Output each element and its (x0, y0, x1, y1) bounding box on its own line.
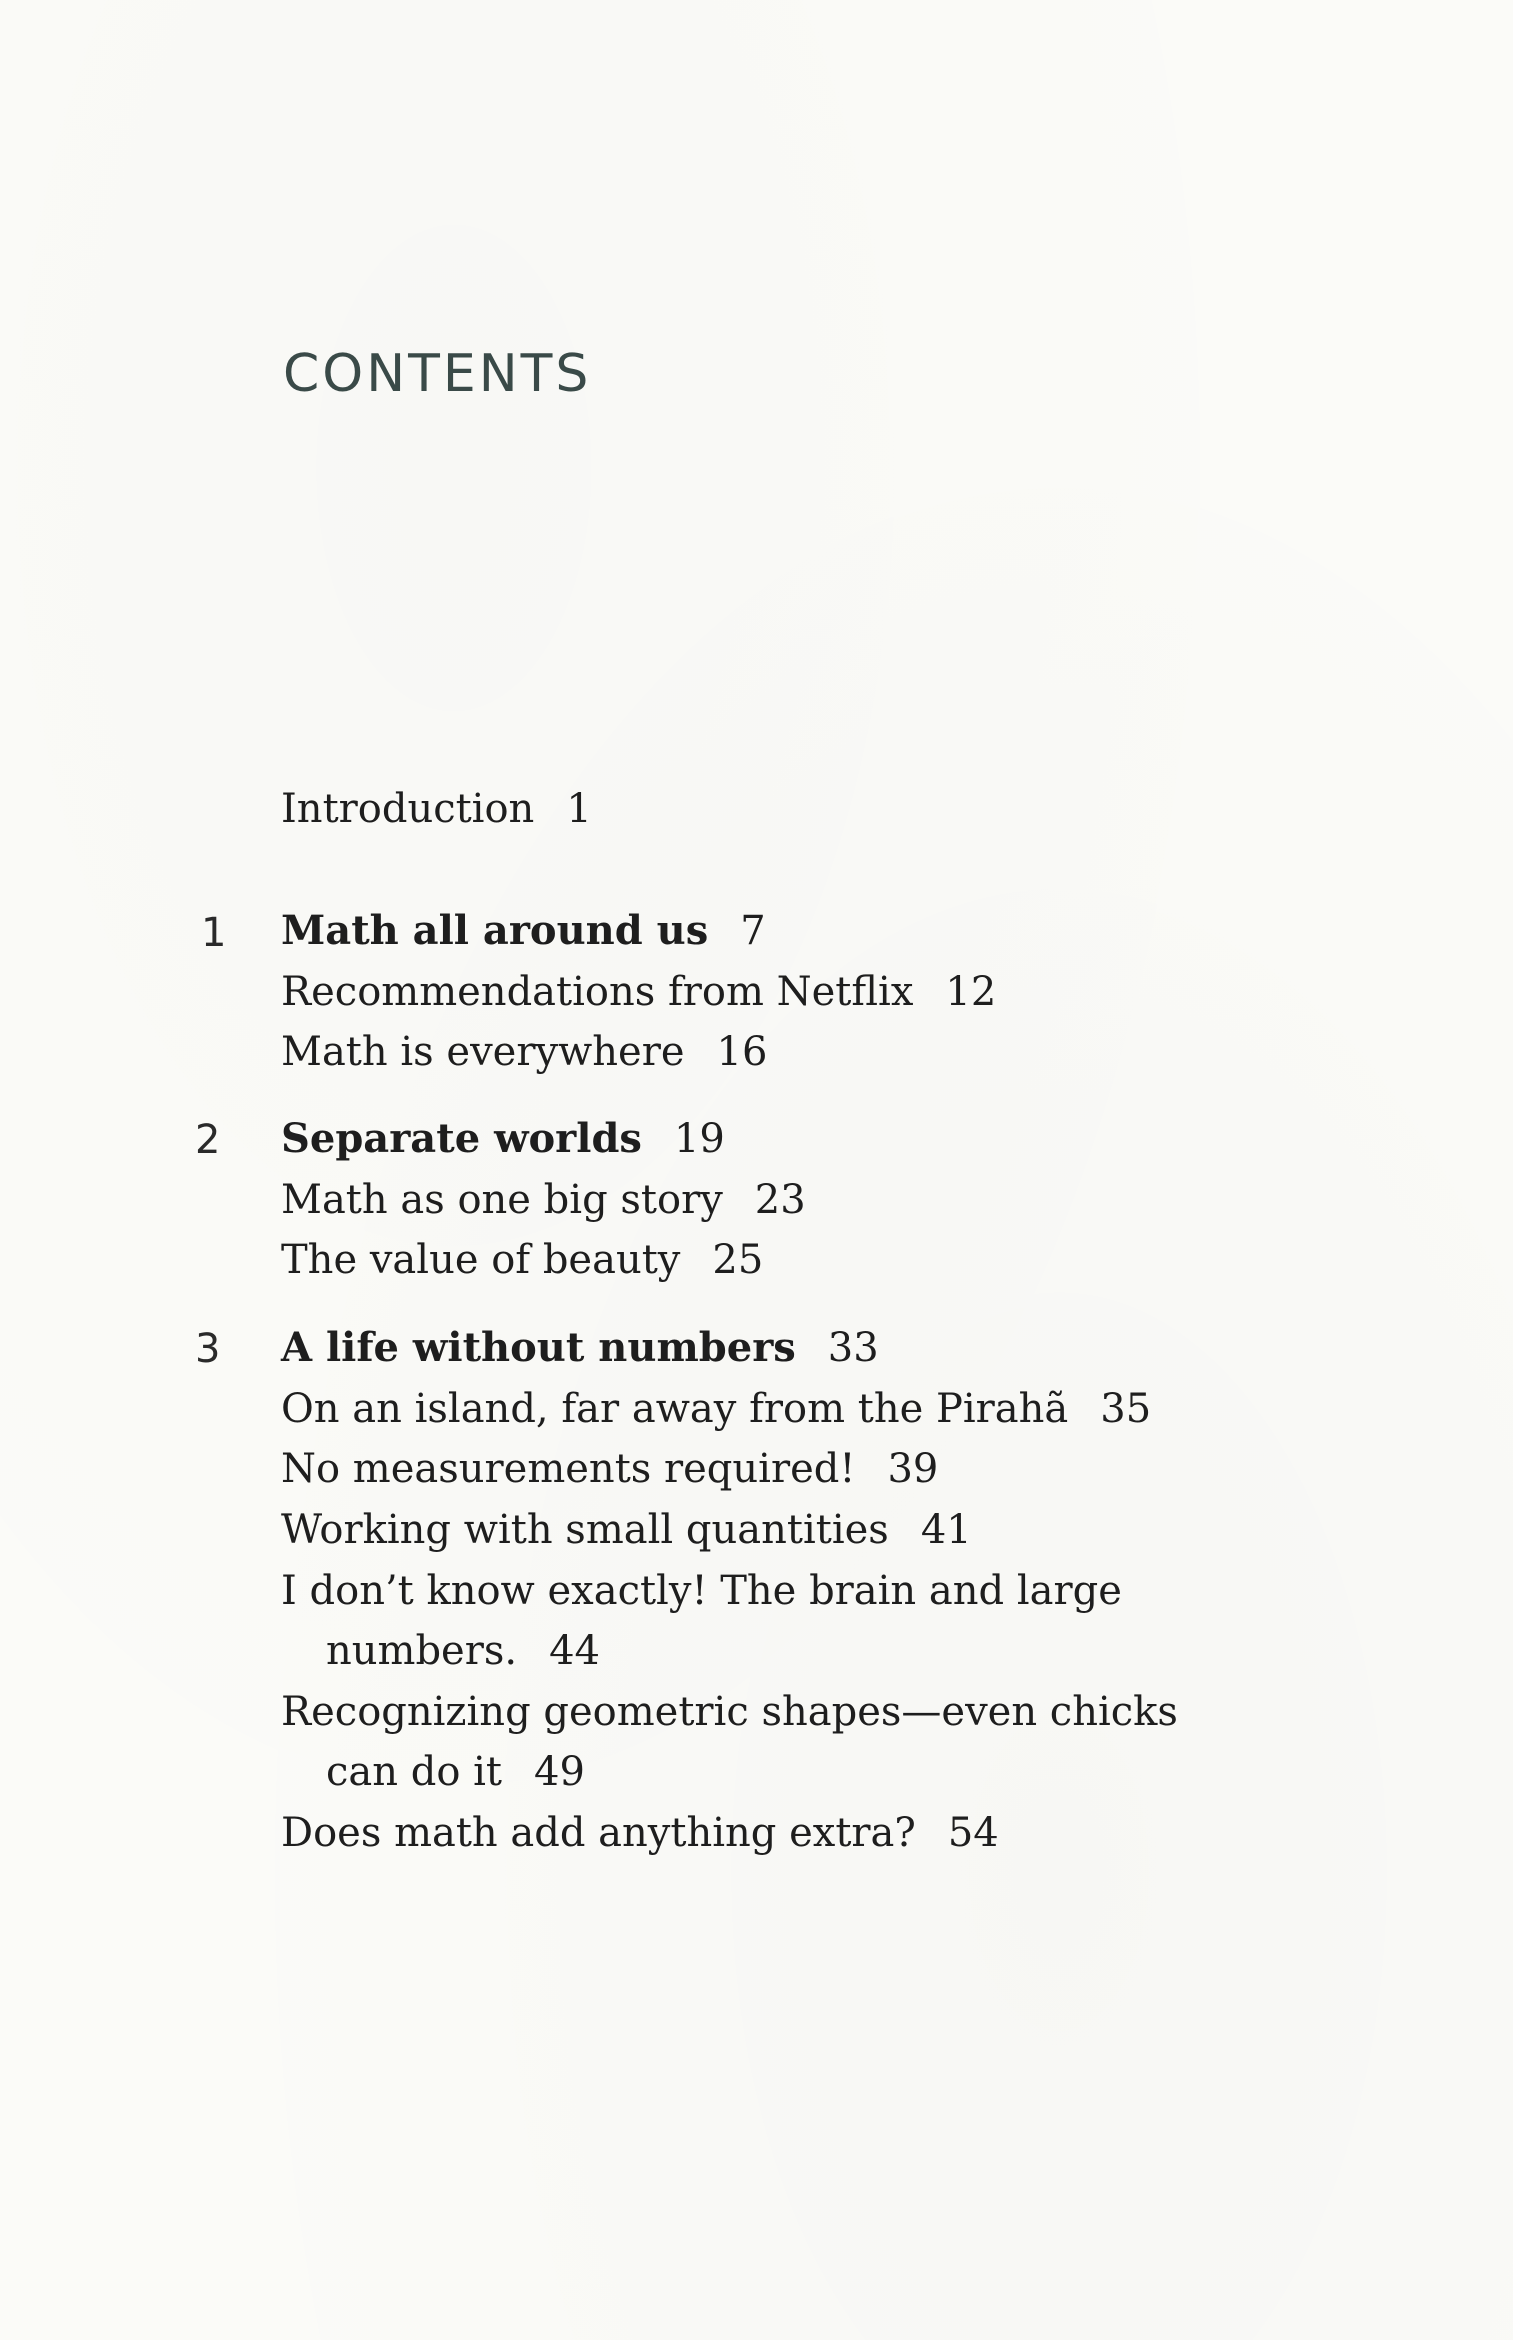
entry-page-number: 25 (712, 1237, 764, 1283)
toc-entry-introduction[interactable] (281, 786, 592, 832)
section-title: Math is everywhere (281, 1029, 685, 1075)
toc-entry-section[interactable] (281, 1446, 939, 1492)
toc-entry-section[interactable] (281, 1177, 806, 1223)
contents-heading: CONTENTS (283, 344, 592, 404)
toc-entry-section[interactable] (281, 1568, 1122, 1614)
section-title: Recommendations from Netflix (281, 969, 914, 1015)
toc-entry-section-continued[interactable] (326, 1749, 585, 1795)
chapter-title: A life without numbers (281, 1324, 796, 1371)
entry-page-number: 54 (947, 1810, 999, 1856)
toc-entry-chapter-1[interactable] (281, 907, 766, 954)
toc-entry-section[interactable] (281, 969, 997, 1015)
section-title: The value of beauty (281, 1237, 681, 1283)
chapter-title: Separate worlds (281, 1115, 642, 1162)
chapter-title: Math all around us (281, 907, 709, 954)
section-title-line-2: can do it (326, 1749, 502, 1795)
entry-page-number: 19 (673, 1116, 725, 1162)
chapter-number: 2 (195, 1117, 221, 1163)
entry-page-number: 7 (740, 908, 766, 954)
toc-entry-section[interactable] (281, 1029, 768, 1075)
toc-entry-section-continued[interactable] (326, 1628, 600, 1674)
section-title-line-1: Recognizing geometric shapes—even chicks (281, 1689, 1178, 1735)
section-title: Math as one big story (281, 1177, 723, 1223)
entry-title: Introduction (281, 786, 535, 832)
toc-entry-chapter-2[interactable] (281, 1115, 725, 1162)
entry-page-number: 16 (716, 1029, 768, 1075)
entry-page-number: 44 (549, 1628, 600, 1674)
entry-page-number: 33 (827, 1325, 879, 1371)
entry-page-number: 1 (566, 786, 592, 832)
section-title-line-1: I don’t know exactly! The brain and large (281, 1568, 1122, 1614)
toc-entry-section[interactable] (281, 1507, 972, 1553)
entry-page-number: 41 (920, 1507, 972, 1553)
chapter-number: 3 (195, 1326, 221, 1372)
entry-page-number: 23 (754, 1177, 806, 1223)
toc-entry-section[interactable] (281, 1689, 1178, 1735)
entry-page-number: 49 (534, 1749, 585, 1795)
section-title: No measurements required! (281, 1446, 856, 1492)
toc-entry-chapter-3[interactable] (281, 1324, 879, 1371)
entry-page-number: 12 (945, 969, 997, 1015)
section-title: Does math add anything extra? (281, 1810, 916, 1856)
toc-entry-section[interactable] (281, 1237, 764, 1283)
section-title-line-2: numbers. (326, 1628, 518, 1674)
chapter-number: 1 (201, 910, 227, 956)
toc-entry-section[interactable] (281, 1386, 1152, 1432)
entry-page-number: 39 (887, 1446, 939, 1492)
toc-entry-section[interactable] (281, 1810, 999, 1856)
section-title: Working with small quantities (281, 1507, 889, 1553)
entry-page-number: 35 (1100, 1386, 1152, 1432)
section-title: On an island, far away from the Pirahã (281, 1386, 1069, 1432)
